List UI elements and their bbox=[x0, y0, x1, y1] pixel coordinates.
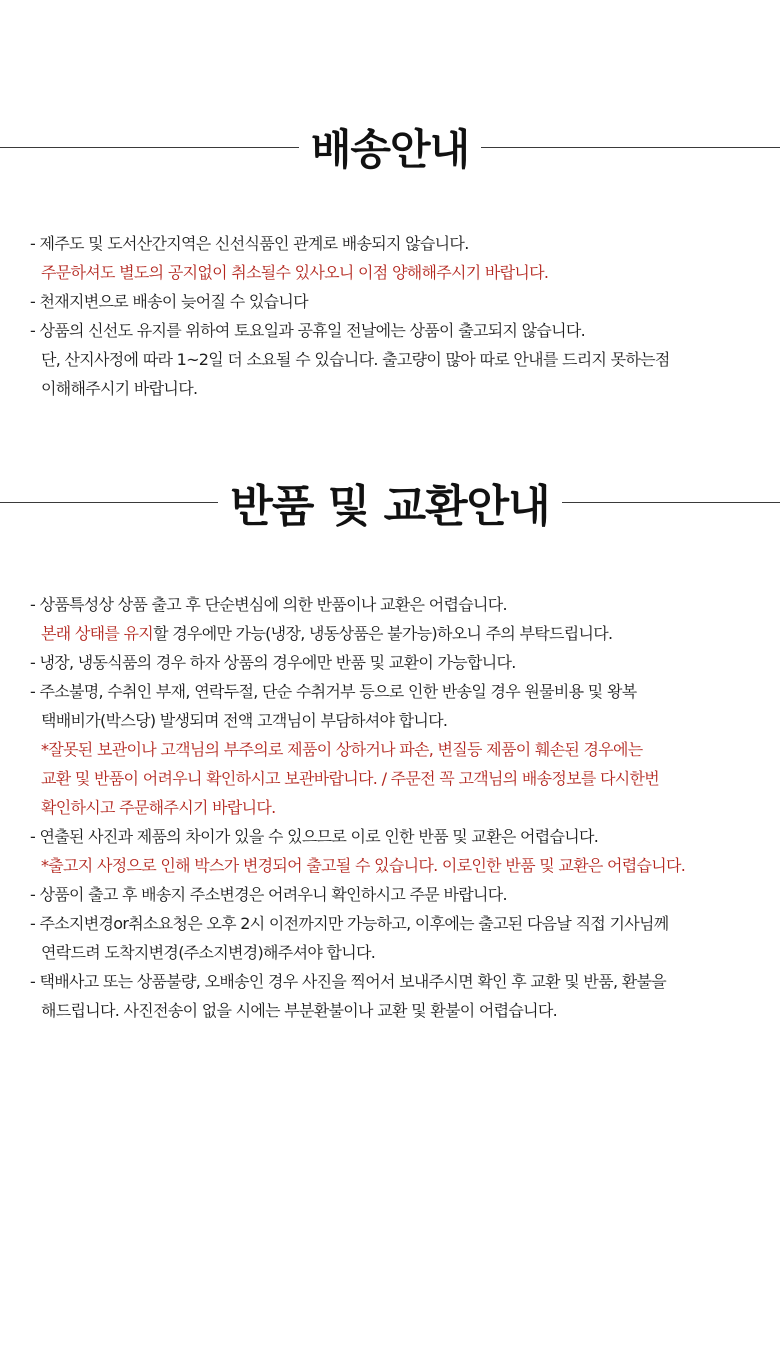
notice-line: 이해해주시기 바랍니다. bbox=[41, 379, 198, 398]
notice-line: - 상품의 신선도 유지를 위하여 토요일과 공휴일 전날에는 상품이 출고되지 않습니다. bbox=[30, 321, 586, 340]
warning-line: 주문하셔도 별도의 공지없이 취소될수 있사오니 이점 양해해주시기 바랍니다. bbox=[41, 263, 549, 282]
warning-line: *잘못된 보관이나 고객님의 부주의로 제품이 상하거나 파손, 변질등 제품이 훼손된 경우에는 bbox=[41, 740, 643, 759]
notice-line: - 상품특성상 상품 출고 후 단순변심에 의한 반품이나 교환은 어렵습니다. bbox=[30, 595, 507, 614]
notice-line: - 택배사고 또는 상품불량, 오배송인 경우 사진을 찍어서 보내주시면 확인 후 교환 및 반품, 환불을 bbox=[30, 972, 666, 991]
warning-line: 교환 및 반품이 어려우니 확인하시고 보관바랍니다. / 주문전 꼭 고객님의 배송정보를 다시한번 bbox=[41, 769, 660, 788]
shipping-title: 배송안내 bbox=[310, 125, 470, 174]
notice-line: - 상품이 출고 후 배송지 주소변경은 어려우니 확인하시고 주문 바랍니다. bbox=[30, 885, 507, 904]
notice-line: 택배비가(박스당) 발생되며 전액 고객님이 부담하셔야 합니다. bbox=[41, 711, 448, 730]
notice-line: - 제주도 및 도서산간지역은 신선식품인 관계로 배송되지 않습니다. bbox=[30, 234, 469, 253]
returns-title: 반품 및 교환안내 bbox=[230, 481, 550, 532]
shipping-notice-list bbox=[30, 229, 770, 403]
returns-section-header bbox=[0, 475, 780, 532]
notice-line: - 주소지변경or취소요청은 오후 2시 이전까지만 가능하고, 이후에는 출고된 다음날 직접 기사님께 bbox=[30, 914, 669, 933]
right-divider bbox=[481, 147, 780, 148]
returns-notice-list bbox=[30, 590, 770, 1025]
notice-line: - 천재지변으로 배송이 늦어질 수 있습니다 bbox=[30, 292, 308, 311]
notice-line: - 냉장, 냉동식품의 경우 하자 상품의 경우에만 반품 및 교환이 가능합니다. bbox=[30, 653, 516, 672]
shipping-section-header bbox=[0, 122, 780, 172]
mixed-notice-line bbox=[30, 619, 770, 648]
left-divider bbox=[0, 502, 218, 503]
notice-line: 해드립니다. 사진전송이 없을 시에는 부분환불이나 교환 및 환불이 어렵습니다. bbox=[41, 1001, 558, 1020]
notice-line: 연락드려 도착지변경(주소지변경)해주셔야 합니다. bbox=[41, 943, 376, 962]
right-divider bbox=[562, 502, 780, 503]
left-divider bbox=[0, 147, 299, 148]
notice-line: - 연출된 사진과 제품의 차이가 있을 수 있으므로 이로 인한 반품 및 교환은 어렵습니다. bbox=[30, 827, 599, 846]
notice-line: - 주소불명, 수취인 부재, 연락두절, 단순 수취거부 등으로 인한 반송일 경우 원물비용 및 왕복 bbox=[30, 682, 637, 701]
warning-line: *출고지 사정으로 인해 박스가 변경되어 출고될 수 있습니다. 이로인한 반품 및 교환은 어렵습니다. bbox=[41, 856, 686, 875]
notice-line: 단, 산지사정에 따라 1~2일 더 소요될 수 있습니다. 출고량이 많아 따로 안내를 드리지 못하는점 bbox=[41, 350, 670, 369]
warning-line: 확인하시고 주문해주시기 바랍니다. bbox=[41, 798, 276, 817]
notice-text: 할 경우에만 가능(냉장, 냉동상품은 불가능)하오니 주의 부탁드립니다. bbox=[153, 624, 613, 643]
warning-highlight: 본래 상태를 유지 bbox=[41, 624, 154, 643]
